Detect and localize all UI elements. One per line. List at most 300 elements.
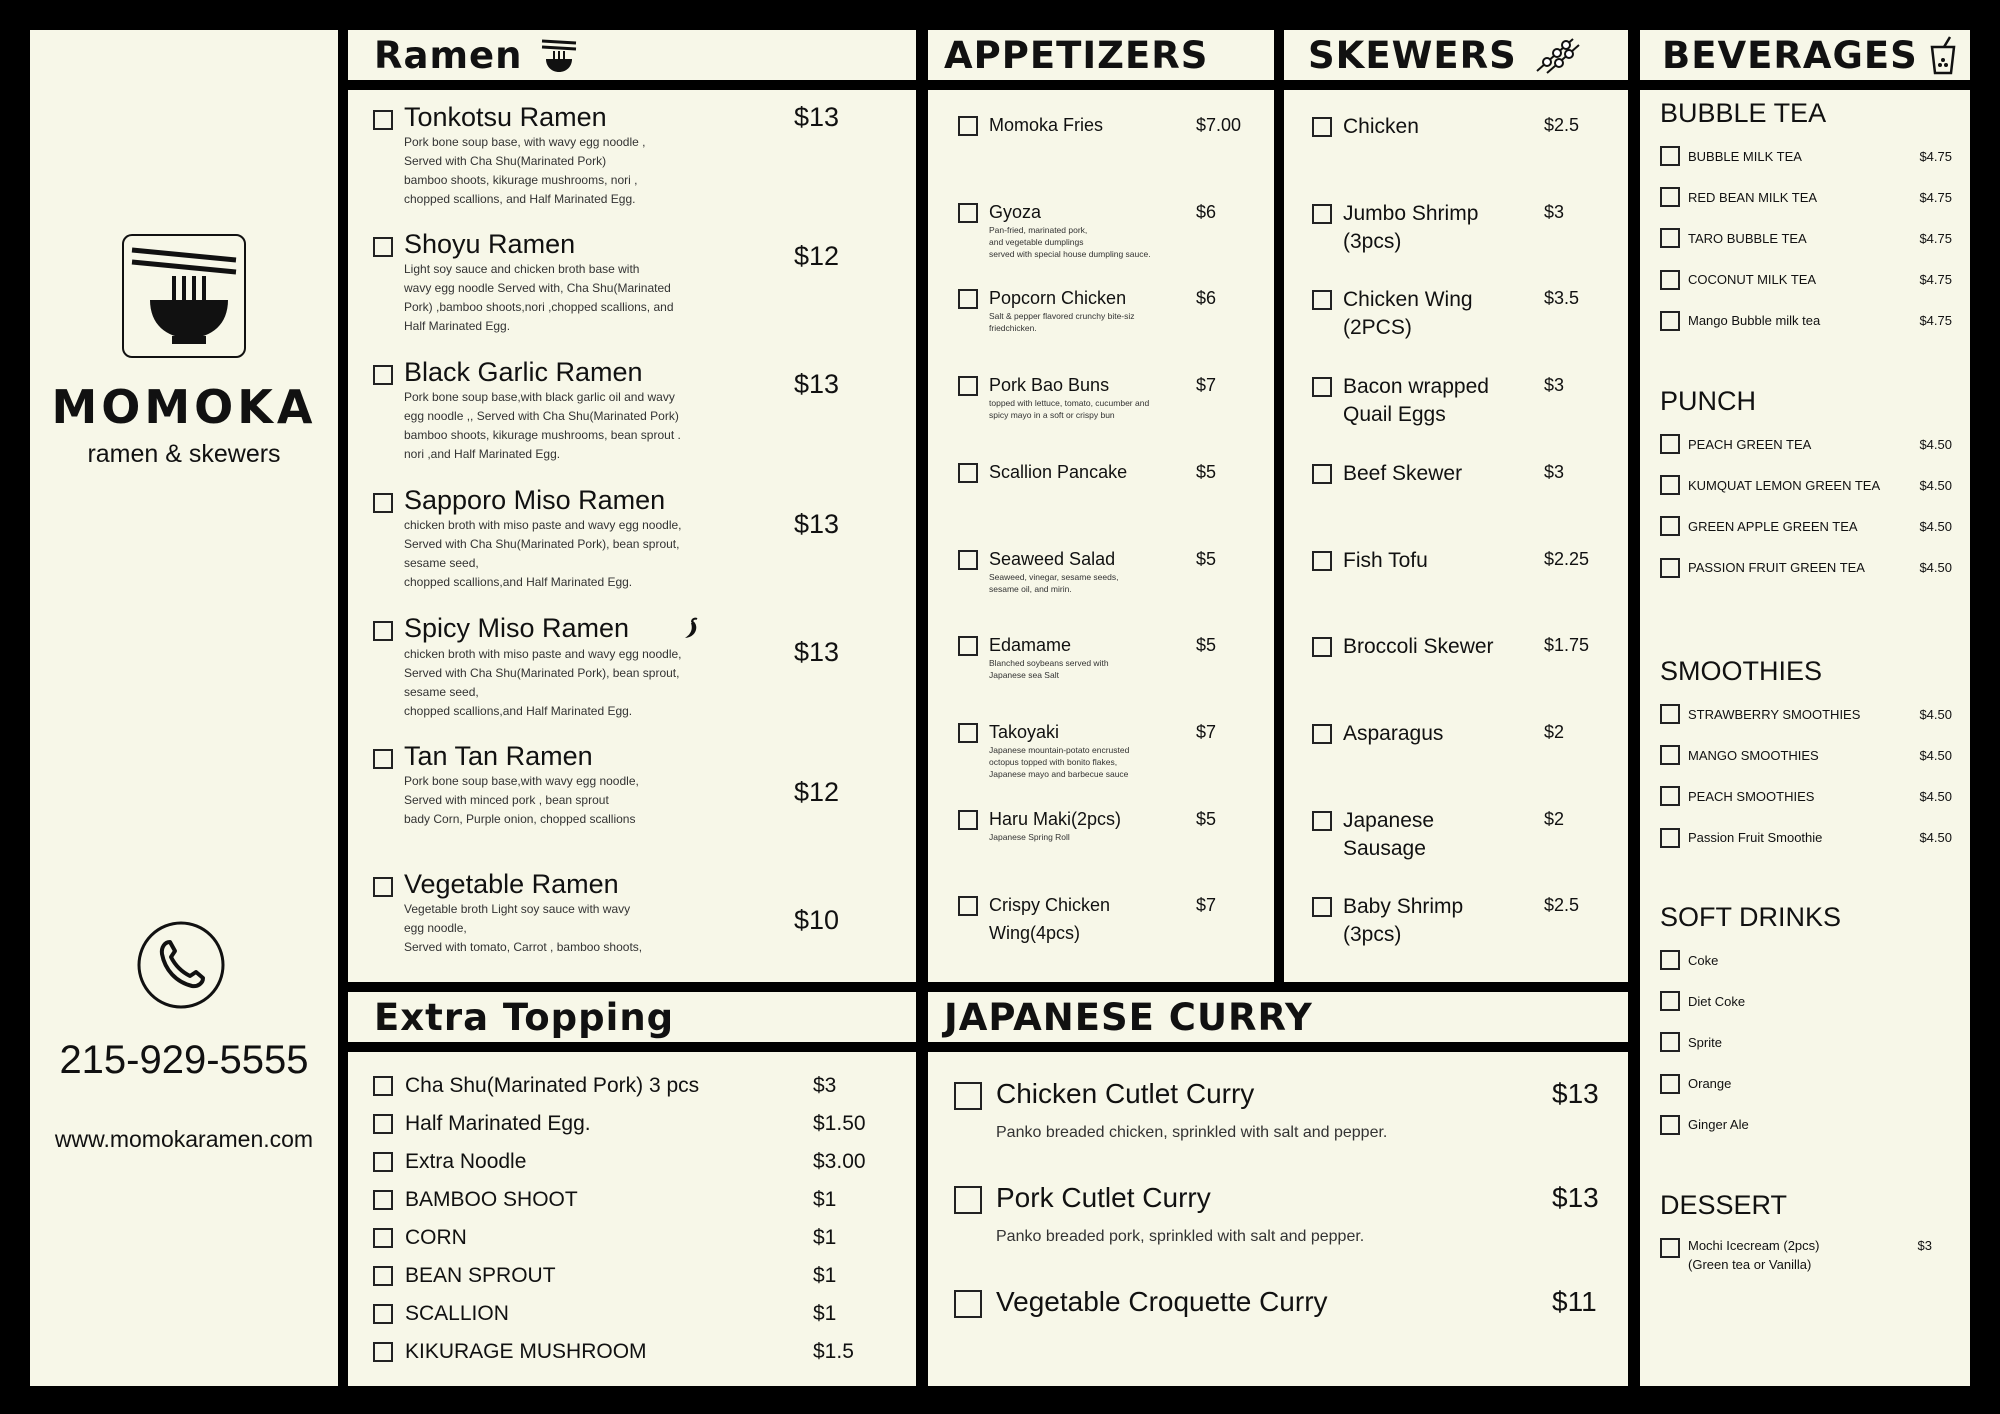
ramen-list (348, 90, 916, 982)
desc-line: Light soy sauce and chicken broth base with (404, 262, 640, 276)
item-checkbox[interactable] (373, 1076, 393, 1096)
skewer-name: Japanese (1343, 808, 1435, 832)
beverage-item[interactable] (1660, 516, 1952, 536)
beverages-title: BEVERAGES (1662, 33, 1918, 77)
item-checkbox[interactable] (958, 116, 978, 136)
appetizer-name: Scallion Pancake (989, 461, 1128, 482)
beverage-section-title: SOFT DRINKS (1660, 902, 1842, 932)
item-checkbox[interactable] (958, 289, 978, 309)
skewer-name: Chicken (1343, 115, 1419, 138)
topping-price: $1 (813, 1264, 837, 1287)
ramen-item-desc (404, 388, 714, 464)
ramen-item-price: $13 (794, 369, 840, 399)
appetizers-list (928, 90, 1274, 982)
desc-line: and vegetable dumplings (989, 236, 1084, 247)
skewer-price: $3 (1544, 201, 1565, 222)
item-checkbox[interactable] (1660, 786, 1680, 806)
topping-item[interactable] (373, 1150, 896, 1174)
desc-line: chicken broth with miso paste and wavy egg noodle, (404, 518, 682, 532)
appetizer-item[interactable] (928, 375, 1274, 455)
beverage-price: $4.75 (1919, 230, 1952, 246)
topping-item[interactable] (373, 1340, 896, 1364)
beverage-price: $3 (1917, 1238, 1932, 1253)
topping-name: Half Marinated Egg. (405, 1112, 591, 1135)
appetizer-desc (989, 657, 1169, 681)
item-checkbox[interactable] (954, 1290, 982, 1318)
skewer-price: $3.5 (1544, 288, 1580, 309)
desc-line: egg noodle ,, Served with Cha Shu(Marinated Pork) (404, 409, 679, 423)
ramen-item-name (404, 229, 575, 260)
item-checkbox[interactable] (1660, 991, 1680, 1011)
ramen-header (348, 30, 916, 80)
desc-line: Blanched soybeans served with (989, 658, 1109, 669)
beverage-name-line2: (Green tea or Vanilla) (1688, 1257, 1812, 1272)
beverage-name: KUMQUAT LEMON GREEN TEA (1688, 477, 1881, 493)
curry-price: $13 (1552, 1182, 1599, 1213)
desc-line: chopped scallions,and Half Marinated Egg. (404, 575, 633, 589)
beverage-name: BUBBLE MILK TEA (1688, 148, 1802, 164)
skewer-name: Jumbo Shrimp (1343, 201, 1479, 225)
item-checkbox[interactable] (958, 376, 978, 396)
item-checkbox[interactable] (1312, 117, 1332, 137)
appetizer-price: $6 (1196, 288, 1217, 309)
appetizer-desc (989, 224, 1169, 260)
topping-price: $1 (813, 1226, 837, 1249)
ramen-item-price: $12 (794, 241, 840, 271)
appetizer-item[interactable] (928, 809, 1274, 889)
desc-line: Pork bone soup base,with black garlic oil and wavy (404, 390, 675, 404)
ramen-item-desc (404, 645, 714, 721)
beverage-item[interactable] (1660, 475, 1952, 495)
beverage-name: PEACH SMOOTHIES (1688, 788, 1815, 804)
beverage-item[interactable] (1660, 1238, 1952, 1272)
item-checkbox[interactable] (1660, 1074, 1680, 1094)
beverage-name: Orange (1688, 1076, 1732, 1092)
skewer-name: Fish Tofu (1343, 548, 1428, 572)
appetizer-desc (989, 571, 1169, 595)
appetizer-price: $6 (1196, 201, 1217, 222)
ramen-item-price: $13 (794, 102, 840, 132)
appetizer-price: $7.00 (1196, 115, 1242, 135)
topping-item[interactable] (373, 1264, 896, 1288)
appetizer-item[interactable] (928, 462, 1274, 542)
beverage-item[interactable] (1660, 950, 1952, 970)
skewers-list (1284, 90, 1628, 982)
logo-icon (122, 234, 246, 358)
appetizer-item[interactable] (928, 895, 1274, 975)
curry-title: JAPANESE CURRY (944, 995, 1313, 1039)
topping-price: $3.00 (813, 1150, 866, 1173)
ramen-item[interactable] (348, 613, 916, 737)
beverage-price: $4.75 (1919, 313, 1952, 329)
topping-name: BEAN SPROUT (405, 1264, 556, 1287)
item-checkbox[interactable] (1660, 828, 1680, 848)
beverage-item[interactable] (1660, 434, 1952, 454)
curry-header (928, 992, 1628, 1042)
appetizer-name: Takoyaki (989, 721, 1060, 742)
item-checkbox[interactable] (1660, 516, 1680, 536)
item-checkbox[interactable] (958, 463, 978, 483)
topping-name: Extra Noodle (405, 1150, 527, 1173)
item-checkbox[interactable] (954, 1082, 982, 1110)
beverage-item[interactable] (1660, 558, 1952, 578)
desc-line: Served with minced pork , bean sprout (404, 793, 609, 807)
ramen-item-price: $12 (794, 777, 840, 807)
item-checkbox[interactable] (958, 723, 978, 743)
skewer-name: Beef Skewer (1343, 461, 1463, 485)
beverage-price: $4.50 (1919, 747, 1952, 763)
skewer-item[interactable] (1284, 202, 1628, 282)
skewer-name-line2: (3pcs) (1343, 229, 1402, 253)
skewer-name-line2: Quail Eggs (1343, 403, 1446, 427)
beverage-item[interactable] (1660, 828, 1952, 848)
curry-desc: Panko breaded chicken, sprinkled with salt and pepper. (996, 1124, 1388, 1141)
beverage-name: Coke (1688, 952, 1719, 968)
beverage-name: GREEN APPLE GREEN TEA (1688, 518, 1858, 534)
desc-line: sesame seed, (404, 685, 479, 699)
skewer-icon (1533, 35, 1581, 75)
brand-tagline: ramen & skewers (87, 440, 281, 468)
skewer-item[interactable] (1284, 809, 1628, 889)
item-checkbox[interactable] (954, 1186, 982, 1214)
beverage-name: RED BEAN MILK TEA (1688, 189, 1818, 205)
beverage-price: $4.50 (1919, 706, 1952, 722)
skewer-name: Chicken Wing (1343, 288, 1473, 312)
appetizer-item[interactable] (928, 722, 1274, 802)
curry-list (928, 1052, 1628, 1386)
ramen-item[interactable] (348, 357, 916, 481)
item-checkbox[interactable] (1312, 464, 1332, 484)
item-checkbox[interactable] (1660, 228, 1680, 248)
appetizer-name: Gyoza (989, 201, 1042, 222)
skewer-name: Broccoli Skewer (1343, 635, 1494, 659)
item-checkbox[interactable] (958, 810, 978, 830)
topping-item[interactable] (373, 1302, 896, 1326)
beverage-name: Sprite (1688, 1034, 1722, 1050)
item-checkbox[interactable] (1312, 551, 1332, 571)
desc-line: Served with Cha Shu(Marinated Pork) (404, 154, 607, 168)
ramen-item-name (404, 741, 593, 772)
beverage-name: Mango Bubble milk tea (1688, 313, 1821, 329)
ramen-item-name (404, 869, 619, 900)
beverage-name: Ginger Ale (1688, 1117, 1749, 1133)
beverage-name: PEACH GREEN TEA (1688, 436, 1812, 452)
item-checkbox[interactable] (373, 1190, 393, 1210)
item-checkbox[interactable] (1660, 434, 1680, 454)
desc-line: chicken broth with miso paste and wavy egg noodle, (404, 647, 682, 661)
item-checkbox[interactable] (958, 203, 978, 223)
item-checkbox[interactable] (373, 621, 393, 641)
skewer-item[interactable] (1284, 722, 1628, 802)
desc-line: Served with Cha Shu(Marinated Pork), bean sprout, (404, 666, 680, 680)
appetizer-price: $7 (1196, 721, 1217, 742)
appetizer-name: Haru Maki(2pcs) (989, 808, 1122, 829)
ramen-item-desc (404, 772, 714, 829)
topping-item[interactable] (373, 1188, 896, 1212)
topping-item[interactable] (373, 1226, 896, 1250)
appetizer-price: $7 (1196, 375, 1217, 396)
item-checkbox[interactable] (1660, 1115, 1680, 1135)
beverage-price: $4.50 (1919, 477, 1952, 493)
desc-line: served with special house dumpling sauce. (989, 248, 1151, 259)
beverage-price: $4.50 (1919, 560, 1952, 576)
skewer-item[interactable] (1284, 115, 1628, 195)
ramen-item-price: $13 (794, 509, 840, 539)
skewer-item[interactable] (1284, 288, 1628, 368)
skewer-price: $2.5 (1544, 115, 1580, 135)
desc-line: nori ,and Half Marinated Egg. (404, 447, 561, 461)
appetizer-price: $5 (1196, 461, 1217, 482)
item-checkbox[interactable] (373, 493, 393, 513)
beverage-price: $4.50 (1919, 436, 1952, 452)
drink-icon (1928, 35, 1958, 75)
desc-line: Served with Cha Shu(Marinated Pork), bean sprout, (404, 537, 680, 551)
beverages-header (1640, 30, 1970, 80)
desc-line: Pork) ,bamboo shoots,nori ,chopped scallions, and (404, 300, 674, 314)
appetizer-item[interactable] (928, 202, 1274, 282)
desc-line: Half Marinated Egg. (404, 319, 511, 333)
item-checkbox[interactable] (1312, 290, 1332, 310)
beverage-item[interactable] (1660, 1115, 1952, 1135)
item-checkbox[interactable] (1660, 558, 1680, 578)
appetizer-name: Popcorn Chicken (989, 288, 1127, 309)
appetizer-desc (989, 831, 1169, 843)
skewer-name-line2: (3pcs) (1343, 923, 1402, 947)
topping-item[interactable] (373, 1074, 896, 1098)
beverage-item[interactable] (1660, 311, 1952, 331)
item-checkbox[interactable] (373, 1152, 393, 1172)
topping-price: $1 (813, 1188, 837, 1211)
beverage-price: $4.75 (1919, 148, 1952, 164)
skewer-price: $3 (1544, 461, 1565, 482)
beverage-name-wrap (1688, 1238, 1819, 1272)
ramen-item-label: Spicy Miso Ramen (404, 613, 630, 643)
appetizer-price: $7 (1196, 895, 1217, 916)
ramen-item[interactable] (348, 485, 916, 609)
appetizer-name: Seaweed Salad (989, 548, 1116, 569)
item-checkbox[interactable] (373, 1266, 393, 1286)
skewer-price: $3 (1544, 375, 1565, 396)
beverage-section-title: DESSERT (1660, 1190, 1788, 1220)
ramen-item-desc (404, 900, 714, 957)
item-checkbox[interactable] (958, 896, 978, 916)
desc-line: Japanese Spring Roll (989, 831, 1070, 842)
topping-title: Extra Topping (374, 995, 675, 1039)
phone-number[interactable]: 215-929-5555 (59, 1038, 309, 1082)
appetizer-name: Momoka Fries (989, 115, 1104, 135)
ramen-item-label: Tonkotsu Ramen (404, 102, 607, 132)
topping-price: $1.5 (813, 1340, 854, 1363)
desc-line: octopus topped with bonito flakes, (989, 756, 1118, 767)
skewer-price: $1.75 (1544, 635, 1590, 656)
desc-line: chopped scallions,and Half Marinated Egg. (404, 704, 633, 718)
appetizer-item[interactable] (928, 549, 1274, 629)
beverage-section-title: PUNCH (1660, 386, 1757, 416)
desc-line: egg noodle, (404, 921, 467, 935)
curry-name: Pork Cutlet Curry (996, 1182, 1211, 1213)
desc-line: Pork bone soup base, with wavy egg noodle , (404, 135, 646, 149)
beverage-item[interactable] (1660, 745, 1952, 765)
appetizer-price: $5 (1196, 808, 1217, 829)
item-checkbox[interactable] (1660, 1032, 1680, 1052)
item-checkbox[interactable] (1660, 704, 1680, 724)
beverage-section-title: SMOOTHIES (1660, 656, 1823, 686)
topping-name: KIKURAGE MUSHROOM (405, 1340, 647, 1363)
skewer-price: $2.5 (1544, 895, 1580, 916)
item-checkbox[interactable] (373, 1304, 393, 1324)
item-checkbox[interactable] (1660, 950, 1680, 970)
brand-name: MOMOKA (51, 380, 317, 434)
desc-line: Pan-fried, marinated pork, (989, 224, 1088, 235)
appetizer-name: Pork Bao Buns (989, 375, 1110, 396)
ramen-item-name (404, 102, 607, 133)
topping-price: $1.50 (813, 1112, 866, 1135)
website-link[interactable]: www.momokaramen.com (54, 1126, 314, 1152)
skewers-header (1284, 30, 1628, 80)
curry-price: $13 (1552, 1078, 1599, 1109)
ramen-title: Ramen (374, 33, 523, 77)
ramen-item[interactable] (348, 102, 916, 226)
item-checkbox[interactable] (1660, 1238, 1680, 1258)
beverages-list (1640, 90, 1970, 1386)
beverage-item[interactable] (1660, 146, 1952, 166)
desc-line: friedchicken. (989, 323, 1037, 334)
appetizer-item[interactable] (928, 115, 1274, 195)
desc-line: Served with tomato, Carrot , bamboo shoots, (404, 940, 643, 954)
desc-line: sesame seed, (404, 556, 479, 570)
desc-line: Salt & pepper flavored crunchy bite-siz (989, 311, 1135, 322)
skewer-item[interactable] (1284, 549, 1628, 629)
appetizer-price: $5 (1196, 635, 1217, 656)
beverage-name: Diet Coke (1688, 993, 1746, 1009)
beverage-item[interactable] (1660, 1074, 1952, 1094)
desc-line: wavy egg noodle Served with, Cha Shu(Marinated (404, 281, 671, 295)
curry-item[interactable] (928, 1182, 1628, 1272)
item-checkbox[interactable] (1312, 897, 1332, 917)
topping-header (348, 992, 916, 1042)
skewer-name: Baby Shrimp (1343, 895, 1464, 919)
skewer-price: $2.25 (1544, 548, 1590, 569)
appetizer-item[interactable] (928, 288, 1274, 368)
ramen-bowl-icon (538, 35, 578, 75)
skewer-name-line2: (2PCS) (1343, 316, 1412, 340)
ramen-item-desc (404, 516, 714, 592)
ramen-item[interactable] (348, 229, 916, 353)
appetizers-header (928, 30, 1274, 80)
item-checkbox[interactable] (1312, 377, 1332, 397)
beverage-item[interactable] (1660, 228, 1952, 248)
ramen-item-label: Tan Tan Ramen (404, 741, 593, 771)
beverage-name: PASSION FRUIT GREEN TEA (1688, 560, 1865, 576)
desc-line: Seaweed, vinegar, sesame seeds, (989, 571, 1119, 582)
curry-item[interactable] (928, 1286, 1628, 1376)
desc-line: bady Corn, Purple onion, chopped scallions (404, 812, 636, 826)
item-checkbox[interactable] (373, 1342, 393, 1362)
ramen-item-price: $10 (794, 905, 840, 935)
desc-line: bamboo shoots, kikurage mushrooms, bean sprout . (404, 428, 681, 442)
beverage-price: $4.50 (1919, 830, 1952, 846)
item-checkbox[interactable] (1660, 745, 1680, 765)
desc-line: chopped scallions, and Half Marinated Egg. (404, 192, 636, 206)
ramen-item[interactable] (348, 869, 916, 982)
item-checkbox[interactable] (1660, 475, 1680, 495)
beverage-item[interactable] (1660, 704, 1952, 724)
beverage-item[interactable] (1660, 187, 1952, 207)
ramen-item-name (404, 613, 701, 644)
curry-desc: Panko breaded pork, sprinkled with salt and pepper. (996, 1228, 1365, 1245)
beverage-item[interactable] (1660, 786, 1952, 806)
item-checkbox[interactable] (373, 110, 393, 130)
skewer-name-line2: Sausage (1343, 836, 1426, 860)
appetizer-desc (989, 397, 1169, 421)
beverage-price: $4.50 (1919, 518, 1952, 534)
skewer-item[interactable] (1284, 375, 1628, 455)
topping-name: CORN (405, 1226, 467, 1249)
skewer-item[interactable] (1284, 635, 1628, 715)
item-checkbox[interactable] (958, 636, 978, 656)
topping-name: SCALLION (405, 1302, 509, 1325)
ramen-item-label: Shoyu Ramen (404, 229, 576, 259)
topping-item[interactable] (373, 1112, 896, 1136)
topping-price: $3 (813, 1074, 837, 1097)
item-checkbox[interactable] (1312, 724, 1332, 744)
desc-line: Japanese mayo and barbecue sauce (989, 768, 1129, 779)
desc-line: Japanese sea Salt (989, 670, 1059, 681)
curry-name: Chicken Cutlet Curry (996, 1078, 1255, 1109)
desc-line: bamboo shoots, kikurage mushrooms, nori , (404, 173, 638, 187)
skewer-item[interactable] (1284, 462, 1628, 542)
desc-line: sesame oil, and mirin. (989, 583, 1072, 594)
item-checkbox[interactable] (373, 237, 393, 257)
ramen-item-label: Sapporo Miso Ramen (404, 485, 666, 515)
item-checkbox[interactable] (1660, 146, 1680, 166)
curry-name: Vegetable Croquette Curry (996, 1286, 1328, 1317)
item-checkbox[interactable] (1312, 811, 1332, 831)
item-checkbox[interactable] (373, 749, 393, 769)
topping-price: $1 (813, 1302, 837, 1325)
ramen-item[interactable] (348, 741, 916, 865)
beverage-price: $4.50 (1919, 788, 1952, 804)
beverage-item[interactable] (1660, 1032, 1952, 1052)
item-checkbox[interactable] (373, 365, 393, 385)
skewer-name: Bacon wrapped (1343, 375, 1489, 399)
item-checkbox[interactable] (1660, 270, 1680, 290)
appetizer-item[interactable] (928, 635, 1274, 715)
desc-line: Pork bone soup base,with wavy egg noodle, (404, 774, 639, 788)
item-checkbox[interactable] (1660, 311, 1680, 331)
item-checkbox[interactable] (1312, 204, 1332, 224)
appetizer-name: Crispy Chicken (989, 895, 1111, 916)
item-checkbox[interactable] (1312, 637, 1332, 657)
skewer-item[interactable] (1284, 895, 1628, 975)
appetizer-desc (989, 310, 1169, 334)
beverage-item[interactable] (1660, 270, 1952, 290)
item-checkbox[interactable] (958, 550, 978, 570)
item-checkbox[interactable] (373, 877, 393, 897)
item-checkbox[interactable] (1660, 187, 1680, 207)
beverage-item[interactable] (1660, 991, 1952, 1011)
beverage-name: TARO BUBBLE TEA (1688, 230, 1807, 246)
ramen-item-price: $13 (794, 637, 840, 667)
item-checkbox[interactable] (373, 1114, 393, 1134)
ramen-item-name (404, 485, 665, 516)
desc-line: Japanese mountain-potato encrusted (989, 744, 1130, 755)
beverage-price: $4.75 (1919, 189, 1952, 205)
curry-item[interactable] (928, 1078, 1628, 1168)
skewers-title: SKEWERS (1308, 33, 1517, 77)
item-checkbox[interactable] (373, 1228, 393, 1248)
topping-name: BAMBOO SHOOT (405, 1188, 578, 1211)
